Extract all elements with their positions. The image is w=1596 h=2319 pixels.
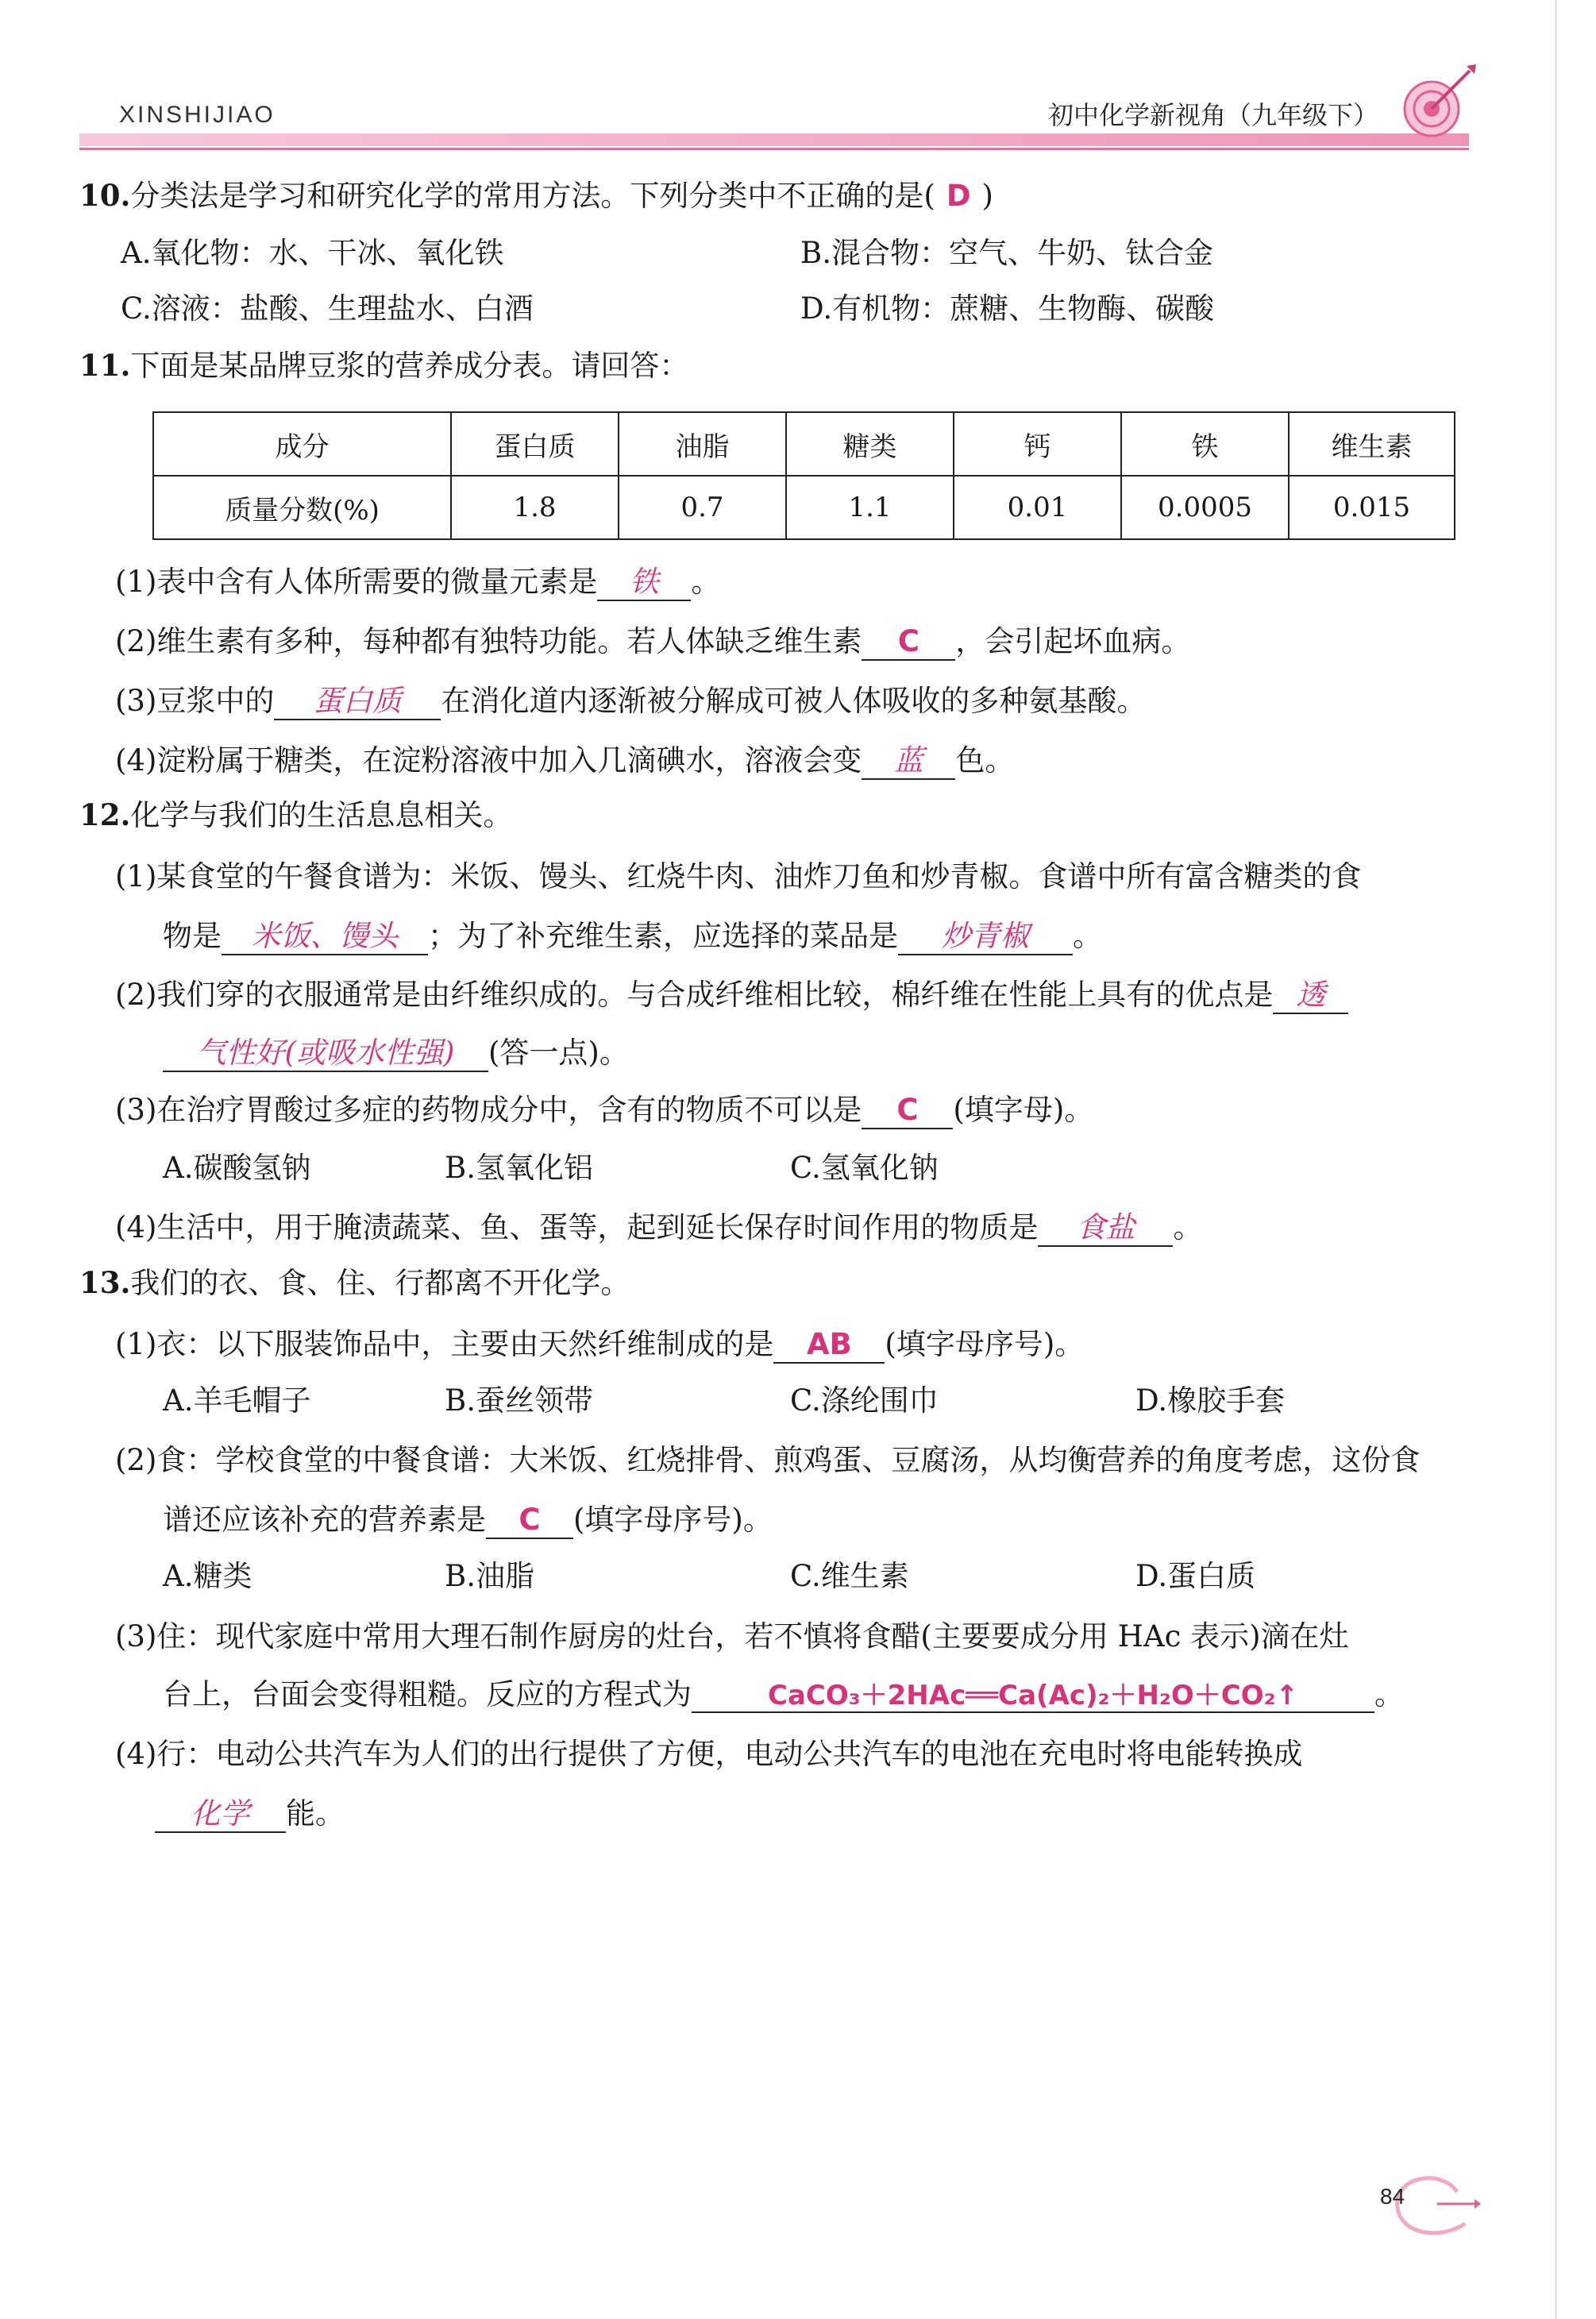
q11-p2-answer: C [862, 625, 955, 661]
q12-p2-answer-a: 透 [1273, 978, 1348, 1014]
q13-part-4-line-1: (4)行：电动公共汽车为人们的出行提供了方便，电动公共汽车的电池在充电时将电能转换成 [115, 1737, 1303, 1771]
q13-p2-option-a: A.糖类 [163, 1559, 253, 1593]
q10-close: ) [981, 179, 993, 213]
table-cell: 蛋白质 [451, 412, 619, 476]
q13-stem [79, 1265, 630, 1300]
table-cell: 糖类 [786, 412, 954, 476]
q11-part-1: (1)表中含有人体所需要的微量元素是 铁 。 [115, 565, 720, 601]
table-row [153, 476, 1455, 539]
q13-part-4-line-2: 化学 能。 [155, 1797, 345, 1833]
q12-part-4: (4)生活中，用于腌渍蔬菜、鱼、蛋等，起到延长保存时间作用的物质是 食盐 。 [115, 1211, 1202, 1247]
q12-p1-answer-1: 米饭、馒头 [222, 920, 428, 955]
q11-p3-answer: 蛋白质 [274, 685, 441, 720]
page-edge [1555, 0, 1557, 2319]
q12-part-1-line-1: (1)某食堂的午餐食谱为：米饭、馒头、红烧牛肉、油炸刀鱼和炒青椒。食谱中所有富含糖类的食 [115, 859, 1362, 893]
table-cell: 0.015 [1289, 476, 1455, 539]
q12-stem [79, 797, 513, 832]
q12-p1-answer-2: 炒青椒 [898, 920, 1073, 955]
q10-number: 10. [79, 178, 131, 213]
q13-p1-answer: AB [773, 1328, 885, 1364]
q10-answer: D [946, 179, 971, 213]
q12-number: 12. [79, 797, 131, 832]
q13-p2-answer: C [486, 1503, 573, 1539]
table-cell: 维生素 [1289, 412, 1455, 476]
q11-part-3: (3)豆浆中的 蛋白质 在消化道内逐渐被分解成可被人体吸收的多种氨基酸。 [115, 685, 1146, 720]
q13-part-3-line-2: 台上，台面会变得粗糙。反应的方程式为 CaCO₃＋2HAc══Ca(Ac)₂＋H₂O＋CO₂↑ 。 [163, 1680, 1404, 1713]
q12-p4-answer: 食盐 [1038, 1211, 1173, 1247]
q13-p2-option-b: B.油脂 [445, 1559, 534, 1593]
q13-p2-option-c: C.维生素 [790, 1559, 909, 1593]
target-dart-icon [1394, 60, 1481, 147]
q13-p3-answer: CaCO₃＋2HAc══Ca(Ac)₂＋H₂O＋CO₂↑ [692, 1680, 1374, 1713]
running-header-right: 初中化学新视角（九年级下） [1048, 100, 1379, 130]
table-cell: 0.01 [954, 476, 1121, 539]
q13-part-2-line-2: 谱还应该补充的营养素是 C (填字母序号)。 [163, 1503, 773, 1539]
q13-part-2-line-1: (2)食：学校食堂的中餐食谱：大米饭、红烧排骨、煎鸡蛋、豆腐汤，从均衡营养的角度考虑，这份食 [115, 1443, 1421, 1477]
q11-p1-answer: 铁 [597, 565, 691, 601]
running-header-left: XINSHIJIAO [119, 102, 276, 128]
q11-number: 11. [79, 348, 131, 383]
table-cell: 成分 [153, 412, 451, 476]
table-cell: 0.7 [619, 476, 786, 539]
q10-option-d: D.有机物：蔗糖、生物酶、碳酸 [800, 291, 1215, 326]
table-cell: 1.1 [786, 476, 954, 539]
q13-p1-option-d: D.橡胶手套 [1135, 1383, 1286, 1418]
q13-p4-answer: 化学 [155, 1797, 286, 1833]
q11-text: 下面是某品牌豆浆的营养成分表。请回答： [130, 349, 689, 383]
q13-part-3-line-1: (3)住：现代家庭中常用大理石制作厨房的灶台，若不慎将食醋(主要要成分用 HAc 表示)滴在灶 [115, 1619, 1349, 1653]
table-cell: 1.8 [451, 476, 619, 539]
q13-number: 13. [79, 1265, 131, 1300]
q11-part-2: (2)维生素有多种，每种都有独特功能。若人体缺乏维生素 C ，会引起坏血病。 [115, 625, 1190, 661]
q12-p3-answer: C [862, 1094, 953, 1129]
q12-text: 化学与我们的生活息息相关。 [130, 798, 513, 832]
q13-p1-option-a: A.羊毛帽子 [163, 1383, 311, 1418]
table-cell: 钙 [954, 412, 1121, 476]
q11-stem [79, 348, 689, 383]
q10-option-c: C.溶液：盐酸、生理盐水、白酒 [121, 291, 534, 326]
q10-text: 分类法是学习和研究化学的常用方法。下列分类中不正确的是( [130, 179, 935, 213]
q11-part-4: (4)淀粉属于糖类，在淀粉溶液中加入几滴碘水，溶液会变 蓝 色。 [115, 744, 1014, 780]
q10-option-b: B.混合物：空气、牛奶、钛合金 [800, 236, 1213, 270]
q12-p2-answer-b: 气性好(或吸水性强) [163, 1036, 488, 1072]
table-cell: 铁 [1121, 412, 1289, 476]
q12-part-2-line-2: 气性好(或吸水性强) (答一点)。 [163, 1036, 629, 1072]
q13-p1-option-b: B.蚕丝领带 [445, 1383, 593, 1418]
q12-part-1-line-2: 物是 米饭、馒头 ；为了补充维生素，应选择的菜品是 炒青椒 。 [163, 920, 1102, 955]
header-band [79, 133, 1469, 146]
page-number: 84 [1380, 2184, 1405, 2209]
q11-p4-answer: 蓝 [862, 744, 955, 780]
q13-p2-option-d: D.蛋白质 [1135, 1559, 1256, 1593]
nutrition-table [152, 411, 1455, 540]
table-header-row [153, 412, 1455, 476]
q12-part-3: (3)在治疗胃酸过多症的药物成分中，含有的物质不可以是 C (填字母)。 [115, 1094, 1093, 1129]
q12-p3-option-b: B.氢氧化铝 [445, 1151, 593, 1185]
table-cell: 0.0005 [1121, 476, 1289, 539]
header-rule [79, 148, 1469, 150]
q10-stem [79, 178, 993, 213]
q12-part-2-line-1: (2)我们穿的衣服通常是由纤维织成的。与合成纤维相比较，棉纤维在性能上具有的优点是 透 [115, 978, 1348, 1014]
q12-p3-option-a: A.碳酸氢钠 [163, 1151, 311, 1185]
q10-option-a: A.氧化物：水、干冰、氧化铁 [121, 236, 504, 270]
q13-part-1: (1)衣：以下服装饰品中，主要由天然纤维制成的是 AB (填字母序号)。 [115, 1328, 1084, 1364]
table-cell: 油脂 [619, 412, 786, 476]
table-cell: 质量分数(%) [153, 476, 451, 539]
q13-p1-option-c: C.涤纶围巾 [790, 1383, 939, 1418]
q12-p3-option-c: C.氢氧化钠 [790, 1151, 939, 1185]
q13-text: 我们的衣、食、住、行都离不开化学。 [130, 1266, 630, 1300]
